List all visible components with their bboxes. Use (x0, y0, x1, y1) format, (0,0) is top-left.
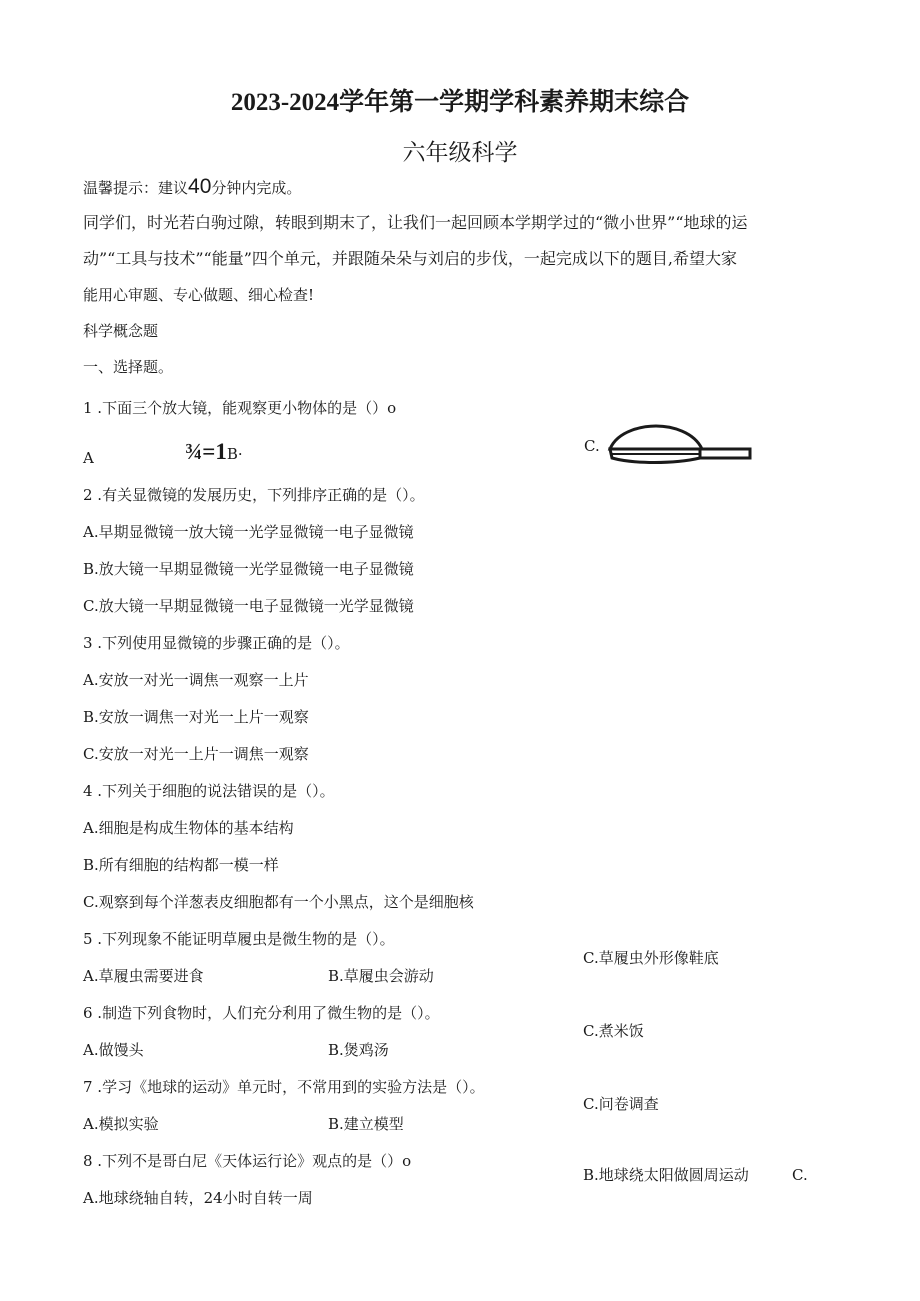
q1-garbled-figure (185, 439, 243, 465)
intro-line-2: 动”“工具与技术”“能量”四个单元，并跟随朵朵与刘启的步伐，一起完成以下的题目,希望大家 (83, 249, 737, 268)
section-heading: 一、选择题。 (83, 358, 174, 376)
q1-option-a: A (83, 449, 94, 467)
q7-option-a: A.模拟实验 (83, 1115, 159, 1133)
time-hint-suffix: 分钟内完成。 (211, 179, 302, 197)
q5-option-b: B.草履虫会游动 (328, 967, 434, 985)
magnifier-icon (604, 424, 756, 466)
time-hint-prefix: 温馨提示：建议 (83, 179, 189, 197)
time-hint (83, 177, 301, 198)
q1-garbled-text: ¾=1 (185, 439, 227, 464)
intro-line-3: 能用心审题、专心做题、细心检查! (83, 286, 315, 304)
q5-stem: 5 .下列现象不能证明草履虫是微生物的是（）。 (83, 930, 395, 948)
q4-option-b: B.所有细胞的结构都一模一样 (83, 856, 279, 874)
q3-option-a: A.安放一对光一调焦一观察一上片 (83, 671, 309, 689)
q2-option-b: B.放大镜一早期显微镜一光学显微镜一电子显微镜 (83, 560, 414, 578)
section-category: 科学概念题 (83, 322, 159, 340)
q6-option-b: B.煲鸡汤 (328, 1041, 389, 1059)
q7-stem: 7 .学习《地球的运动》单元时，不常用到的实验方法是（）。 (83, 1078, 485, 1096)
q4-option-c: C.观察到每个洋葱表皮细胞都有一个小黑点，这个是细胞核 (83, 893, 474, 911)
q2-option-a: A.早期显微镜一放大镜一光学显微镜一电子显微镜 (83, 523, 414, 541)
q8-option-c: C. (792, 1166, 808, 1184)
q6-stem: 6 .制造下列食物时，人们充分利用了微生物的是（）。 (83, 1004, 440, 1022)
q8-option-b: B.地球绕太阳做圆周运动 (583, 1166, 749, 1184)
q6-option-a: A.做馒头 (83, 1041, 144, 1059)
q3-option-b: B.安放一调焦一对光一上片一观察 (83, 708, 309, 726)
q5-option-a: A.草履虫需要进食 (83, 967, 204, 985)
time-hint-number: 40 (188, 175, 212, 198)
q8-option-a: A.地球绕轴自转，24小时自转一周 (83, 1189, 313, 1207)
q4-stem: 4 .下列关于细胞的说法错误的是（）。 (83, 782, 335, 800)
q5-option-c: C.草履虫外形像鞋底 (583, 949, 719, 967)
q8-stem: 8 .下列不是哥白尼《天体运行论》观点的是（）o (83, 1152, 412, 1170)
q1-option-b: B· (226, 445, 243, 463)
q1-option-c: C. (584, 437, 600, 455)
page-title: 2023-2024学年第一学期学科素养期末综合 (230, 89, 690, 116)
q6-option-c: C.煮米饭 (583, 1022, 644, 1040)
q3-option-c: C.安放一对光一上片一调焦一观察 (83, 745, 309, 763)
q7-option-b: B.建立模型 (328, 1115, 404, 1133)
q7-option-c: C.问卷调查 (583, 1095, 659, 1113)
q4-option-a: A.细胞是构成生物体的基本结构 (83, 819, 294, 837)
magnifier-image (604, 424, 756, 466)
q2-stem: 2 .有关显微镜的发展历史，下列排序正确的是（）。 (83, 486, 425, 504)
q2-option-c: C.放大镜一早期显微镜一电子显微镜一光学显微镜 (83, 597, 414, 615)
q1-stem: 1 .下面三个放大镜，能观察更小物体的是（）o (83, 399, 397, 417)
q3-stem: 3 .下列使用显微镜的步骤正确的是（）。 (83, 634, 350, 652)
page-subtitle: 六年级科学 (402, 140, 518, 166)
intro-line-1: 同学们，时光若白驹过隙，转眼到期末了，让我们一起回顾本学期学过的“微小世界”“地球的运 (83, 213, 748, 232)
